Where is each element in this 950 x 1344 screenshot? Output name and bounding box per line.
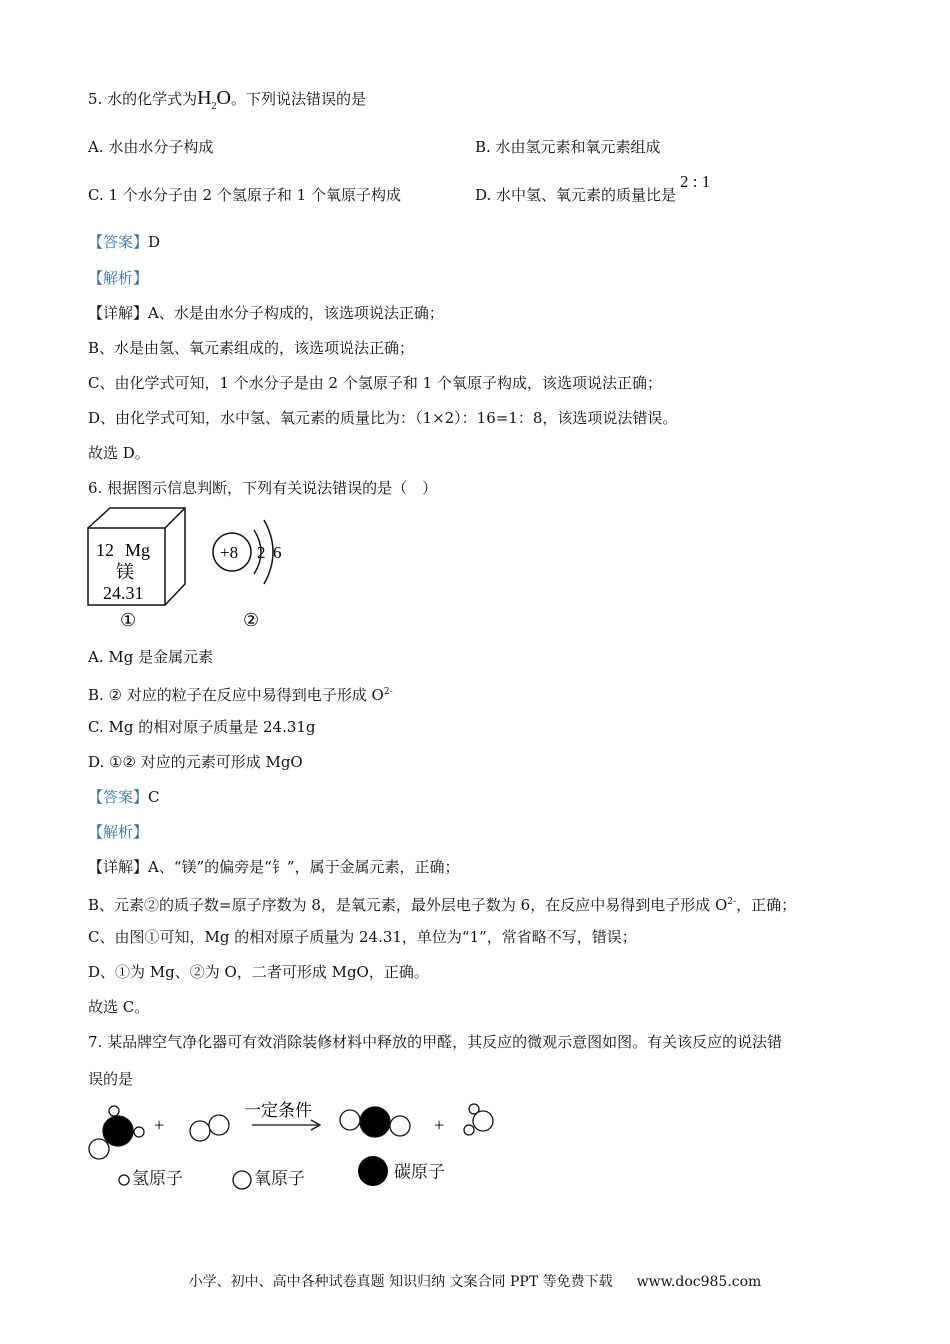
q6-analysis-tag: 【解析】 (88, 823, 149, 841)
element-name: 镁 (116, 562, 134, 582)
oxygen-molecule (190, 1115, 229, 1141)
atomic-mass: 24.31 (103, 583, 144, 603)
oxygen-atom (190, 1121, 210, 1141)
reaction-condition: 一定条件 (244, 1101, 312, 1120)
q5-option-a: A. 水由水分子构成 (88, 138, 214, 156)
q6-detail-b: B、元素②的质子数=原子序数为 8，是氧元素，最外层电子数为 6，在反应中易得到电子形成 $O^{2-}$，正确； (88, 896, 797, 914)
q6-detail-d: D、①为 Mg、②为 O，二者可形成 MgO，正确。 (88, 963, 429, 981)
q5-detail-b: B、水是由氢、氧元素组成的，该选项说法正确； (88, 339, 415, 357)
oxygen-atom (340, 1110, 360, 1130)
carbon-dioxide-molecule (340, 1107, 410, 1137)
q6-option-a: A. Mg 是金属元素 (88, 648, 214, 666)
hydrogen-atom (109, 1106, 119, 1116)
shell-2-electrons: 6 (273, 543, 282, 562)
q5-analysis-tag: 【解析】 (88, 269, 149, 287)
q5-answer: 【答案】D (88, 233, 161, 251)
q5-stem: 5. 水的化学式为$H_2O$。下列说法错误的是 (88, 87, 367, 112)
plus-sign: + (154, 1115, 165, 1135)
q7-stem-line-2: 误的是 (88, 1070, 134, 1088)
q7-stem-line-1: 7. 某品牌空气净化器可有效消除装修材料中释放的甲醛，其反应的微观示意图如图。有关该反应的说法错 (88, 1033, 783, 1051)
q7-reaction-diagram (86, 1098, 506, 1163)
oxygen-atom (89, 1139, 109, 1159)
footer-url[interactable]: www.doc985.com (636, 1274, 762, 1290)
formaldehyde-molecule (89, 1106, 144, 1159)
figure-label-2: ② (243, 610, 260, 630)
q5-conclusion: 故选 D。 (88, 444, 150, 462)
nucleus-charge: +8 (220, 543, 239, 562)
q5-ratio: 2 : 1 (680, 172, 711, 191)
q5-detail-d: D、由化学式可知，水中氢、氧元素的质量比为：（1×2）：16=1：8，该选项说法错误。 (88, 409, 678, 427)
oxygen-atom (390, 1116, 410, 1136)
water-formula: $H_2O$ (197, 87, 231, 112)
q5-option-b: B. 水由氢元素和氧元素组成 (475, 138, 661, 156)
q6-detail-a: 【详解】A、“镁”的偏旁是“钅”，属于金属元素，正确； (88, 858, 460, 876)
legend-oxygen: 氧原子 (232, 1164, 305, 1191)
figure-label-1: ① (120, 610, 137, 630)
plus-sign: + (434, 1115, 445, 1135)
hydrogen-atom (134, 1127, 144, 1137)
q5-detail-a: 【详解】A、水是由水分子构成的，该选项说法正确； (88, 304, 444, 322)
shell-1-electrons: 2 (257, 543, 266, 562)
q6-option-d: D. ①② 对应的元素可形成 MgO (88, 753, 303, 771)
q6-figure (86, 506, 306, 631)
atomic-number: 12 (96, 540, 114, 560)
q5-option-d: D. 水中氢、氧元素的质量比是2 : 1 (475, 172, 711, 204)
page-footer: 小学、初中、高中各种试卷真题 知识归纳 文案合同 PPT 等免费下载 www.doc985.com (188, 1274, 762, 1290)
carbon-atom (103, 1116, 133, 1146)
q6-stem: 6. 根据图示信息判断，下列有关说法错误的是（ ） (88, 479, 438, 497)
carbon-atom (360, 1107, 390, 1137)
water-molecule (464, 1104, 493, 1135)
element-symbol: Mg (125, 540, 151, 560)
hydrogen-atom (464, 1125, 474, 1135)
q6-detail-c: C、由图①可知，Mg 的相对原子质量为 24.31，单位为“1”，常省略不写，错误； (88, 928, 637, 946)
q6-option-b: B. ② 对应的粒子在反应中易得到电子形成 $O^{2-}$ (88, 686, 393, 704)
legend-hydrogen: 氢原子 (118, 1164, 183, 1190)
oxygen-atom (209, 1115, 229, 1135)
q6-answer: 【答案】C (88, 788, 160, 806)
q6-option-c: C. Mg 的相对原子质量是 24.31g (88, 718, 316, 736)
oxygen-atom (473, 1111, 493, 1131)
q6-conclusion: 故选 C。 (88, 998, 150, 1016)
q5-detail-c: C、由化学式可知，1 个水分子是由 2 个氢原子和 1 个氧原子构成，该选项说法正确； (88, 374, 662, 392)
legend-carbon: 碳原子 (358, 1155, 445, 1191)
atom-structure-diagram (213, 520, 282, 630)
q5-option-c: C. 1 个水分子由 2 个氢原子和 1 个氧原子构成 (88, 186, 401, 204)
